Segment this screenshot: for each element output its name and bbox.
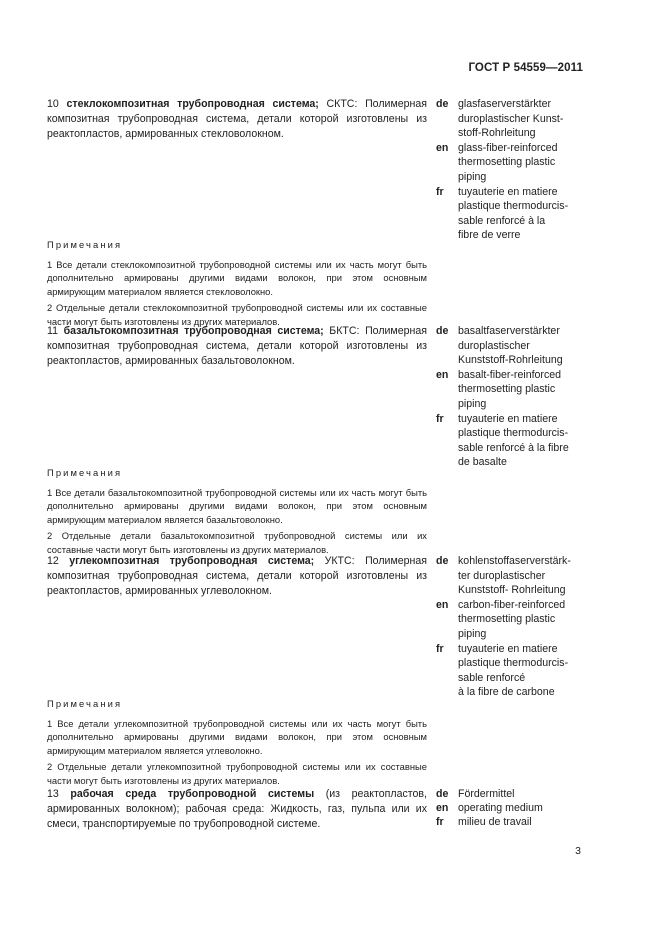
notes-title: Примечания: [47, 239, 123, 250]
term-text: 13 рабочая среда трубопроводной системы (из реактопластов, армированных волокном); рабочая среда: Жидкость, газ, пульпа или их смеси, транспортируемые по трубопроводной системе.: [47, 788, 427, 830]
page-number: 3: [575, 845, 581, 857]
note-item: 2 Отдельные детали стеклокомпозитной трубопроводной системы или их составные части могут быть изготовлены из других материалов.: [47, 302, 427, 327]
term-name: рабочая среда трубопроводной системы: [70, 788, 315, 800]
note-item: 2 Отдельные детали углекомпозитной трубопроводной системы или их составные части могут быть изготовлены из других материалов.: [47, 761, 427, 786]
term-definition: УКТС: Полимерная композитная трубопроводная система, детали которой изготовлены из реактопластов, армированных углеволокном.: [47, 555, 427, 597]
translation-de: de basaltfaserverstärkter duroplastischer Kunststoff-Rohrleitung: [436, 325, 563, 367]
notes: [47, 697, 427, 790]
notes-title: Примечания: [47, 698, 123, 709]
translation-fr: fr tuyauterie en matiere plastique thermodurcis- sable renforcé à la fibre de basalte: [436, 412, 569, 469]
translation-de: de Fördermittel: [436, 788, 515, 800]
term-name: стеклокомпозитная трубопроводная система;: [66, 98, 319, 110]
translation-en: en carbon-fiber-reinforced thermosetting plastic piping: [436, 598, 566, 640]
notes: [47, 238, 427, 331]
note-item: 1 Все детали базальтокомпозитной трубопроводной системы или их часть могут быть дополнительно армированы другими видами волокон, при этом основным армирующим материалом является базальтоволокно.: [47, 486, 427, 525]
translation-en: en glass-fiber-reinforced thermosetting plastic piping: [436, 141, 558, 183]
term-text: 12 углекомпозитная трубопроводная система; УКТС: Полимерная композитная трубопроводная система, детали которой изготовлены из реактопластов, армированных углеволокном.: [47, 555, 427, 597]
term-name: углекомпозитная трубопроводная система;: [69, 555, 315, 567]
document-header: ГОСТ Р 54559—2011: [468, 62, 583, 74]
translation-fr: fr milieu de travail: [436, 816, 532, 828]
translation-en: en operating medium: [436, 802, 543, 814]
term-text: 11 базальтокомпозитная трубопроводная система; БКТС: Полимерная композитная трубопроводная система, детали которой изготовлены из реактопластов, армированных базальтоволокном.: [47, 325, 427, 367]
note-item: 1 Все детали углекомпозитной трубопроводной системы или их часть могут быть дополнительно армированы другими видами волокон, при этом основным армирующим материалом является углеволокно.: [47, 717, 427, 756]
term-definition: БКТС: Полимерная композитная трубопроводная система, детали которой изготовлены из реактопластов, армированных базальтоволокном.: [47, 325, 427, 367]
translations: [436, 324, 586, 470]
term-name: базальтокомпозитная трубопроводная система;: [63, 325, 324, 337]
term-text: 10 стеклокомпозитная трубопроводная система; СКТС: Полимерная композитная трубопроводная система, детали которой изготовлены из реактопластов, армированных стекловолокном.: [47, 98, 427, 140]
translation-fr: fr tuyauterie en matiere plastique thermodurcis- sable renforcé à la fibre de carbone: [436, 642, 569, 699]
translations: [436, 97, 586, 243]
notes: [47, 466, 427, 559]
note-item: 2 Отдельные детали базальтокомпозитной трубопроводной системы или их составные части могут быть изготовлены из других материалов.: [47, 530, 427, 555]
translation-en: en basalt-fiber-reinforced thermosetting plastic piping: [436, 368, 562, 410]
translation-fr: fr tuyauterie en matiere plastique thermodurcis- sable renforcé à la fibre de verre: [436, 185, 569, 242]
translation-de: de kohlenstoffaserverstärk- ter duroplastischer Kunststoff- Rohrleitung: [436, 555, 571, 597]
translations: [436, 787, 586, 829]
notes-title: Примечания: [47, 467, 123, 478]
translation-de: de glasfaserverstärkter duroplastischer Kunst- stoff-Rohrleitung: [436, 98, 564, 140]
term-definition: СКТС: Полимерная композитная трубопроводная система, детали которой изготовлены из реактопластов, армированных стекловолокном.: [47, 98, 427, 140]
term-definition: (из реактопластов, армированных волокном); рабочая среда: Жидкость, газ, пульпа или их смеси, транспортируемые по трубопроводной системе.: [47, 788, 427, 830]
note-item: 1 Все детали стеклокомпозитной трубопроводной системы или их часть могут быть дополнительно армированы другими видами волокон, при этом основным армирующим материалом является стекловолокно.: [47, 258, 427, 297]
translations: [436, 554, 586, 700]
